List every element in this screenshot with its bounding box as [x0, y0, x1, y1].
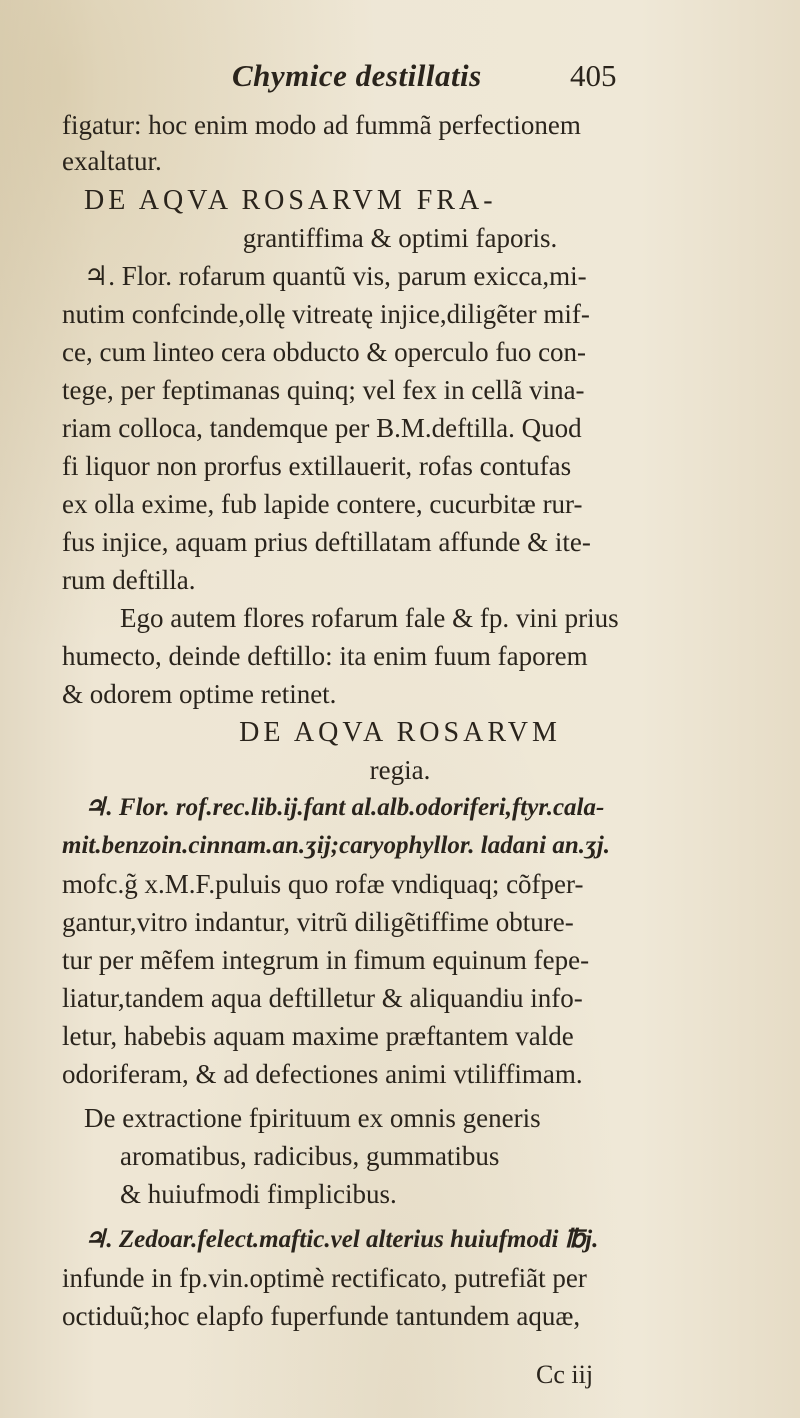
page-number: 405: [570, 58, 617, 93]
text-line: mit.benzoin.cinnam.an.ʒij;caryophyllor. ladani an.ʒj.: [62, 832, 610, 859]
text-line: mofc.g̃ x.M.F.puluis quo rofæ vndiquaq; cõfper-: [62, 869, 584, 899]
text-line: Ego autem flores rofarum fale & fp. vini prius: [120, 603, 619, 633]
text-line: & huiufmodi fimplicibus.: [120, 1179, 397, 1209]
text-line: nutim confcinde,ollę vitreatę injice,diligẽter mif-: [62, 299, 590, 329]
text-line: regia.: [369, 755, 431, 785]
text-line: gantur,vitro indantur, vitrũ diligẽtiffime obture-: [62, 907, 574, 937]
text-line: ♃. Zedoar.felect.maftic.vel alterius huiufmodi ℔j.: [84, 1226, 599, 1253]
text-line: infunde in fp.vin.optimè rectificato, putrefiãt per: [62, 1263, 587, 1293]
text-line: riam colloca, tandemque per B.M.deftilla. Quod: [62, 413, 582, 443]
text-line: odoriferam, & ad defectiones animi vtiliffimam.: [62, 1059, 583, 1089]
text-line: ex olla exime, fub lapide contere, cucurbitæ rur-: [62, 489, 583, 519]
text-line: DE AQVA ROSARVM: [239, 717, 561, 748]
text-line: letur, habebis aquam maxime præftantem valde: [62, 1021, 574, 1051]
text-line: fi liquor non prorfus extillauerit, rofas contufas: [62, 451, 572, 481]
text-line: rum deftilla.: [62, 565, 196, 595]
text-line: ♃. Flor. rofarum quantũ vis, parum exicca,mi-: [84, 261, 587, 291]
text-line: liatur,tandem aqua deftilletur & aliquandiu info-: [62, 983, 583, 1013]
text-line: humecto, deinde deftillo: ita enim fuum faporem: [62, 641, 588, 671]
text-line: & odorem optime retinet.: [62, 679, 337, 709]
text-line: tege, per feptimanas quinq; vel fex in cellã vina-: [62, 375, 585, 405]
text-line: DE AQVA ROSARVM FRA-: [84, 185, 497, 216]
text-line: octiduũ;hoc elapfo fuperfunde tantundem aquæ,: [62, 1301, 581, 1331]
signature-mark: Cc iij: [536, 1360, 594, 1389]
text-line: figatur: hoc enim modo ad fummã perfectionem: [62, 110, 581, 140]
text-line: ♃. Flor. rof.rec.lib.ij.fant al.alb.odoriferi,ftyr.cala-: [84, 794, 605, 821]
text-line: De extractione fpirituum ex omnis generis: [84, 1103, 541, 1133]
text-line: ce, cum linteo cera obducto & operculo fuo con-: [62, 337, 587, 367]
running-title: Chymice destillatis: [232, 58, 482, 93]
text-line: grantiffima & optimi faporis.: [242, 223, 558, 253]
text-line: fus injice, aquam prius deftillatam affunde & ite-: [62, 527, 591, 557]
text-line: aromatibus, radicibus, gummatibus: [120, 1141, 500, 1171]
text-line: tur per mẽfem integrum in fimum equinum fepe-: [62, 945, 590, 975]
text-line: exaltatur.: [62, 146, 162, 176]
page-header: [0, 58, 800, 104]
